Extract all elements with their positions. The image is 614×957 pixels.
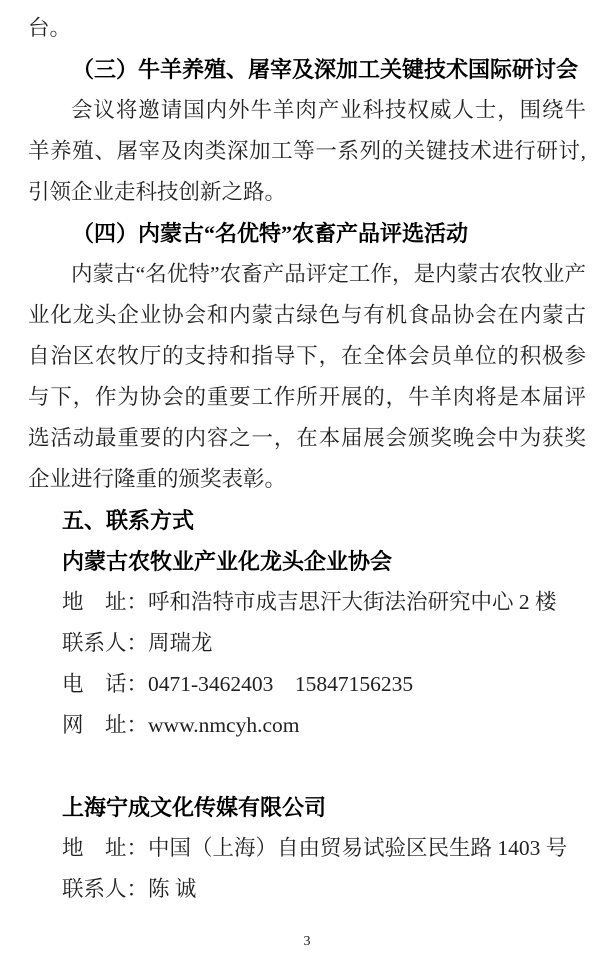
org2-name: 上海宁成文化传媒有限公司	[62, 795, 327, 820]
section-4-body: 内蒙古“名优特”农畜产品评定工作，是内蒙古农牧业产业化龙头企业协会和内蒙古绿色与有机食品协会在内蒙古自治区农牧厅的支持和指导下，在全体会员单位的积极参与下，作为协会的重要工作所开展的，牛羊肉将是本届评选活动最重要的内容之一，在本届展会颁奖晚会中为获奖企业进行隆重的颁奖表彰。	[28, 262, 586, 491]
paragraph-tail: 台。	[28, 16, 72, 40]
org1-contact-person-line	[62, 623, 586, 664]
org1-website-line	[62, 705, 586, 746]
section-heading-3: （三）牛羊养殖、屠宰及深加工关键技术国际研讨会	[72, 57, 579, 82]
contact-section	[62, 500, 586, 910]
website-label: 网 址：	[62, 713, 149, 737]
page-number: 3	[303, 934, 311, 949]
address-value: 中国（上海）自由贸易试验区民生路 1403 号	[148, 836, 568, 860]
section-heading-5: 五、联系方式	[62, 508, 195, 533]
contact-person-value: 陈 诚	[148, 877, 197, 901]
org1-name: 内蒙古农牧业产业化龙头企业协会	[62, 549, 393, 574]
section-3-body: 会议将邀请国内外牛羊肉产业科技权威人士，围绕牛羊养殖、屠宰及肉类深加工等一系列的关键技术进行研讨,引领企业走科技创新之路。	[28, 98, 586, 204]
phone-label: 电 话：	[62, 672, 149, 696]
org2-address-line	[62, 828, 586, 869]
address-label: 地 址：	[62, 590, 149, 614]
section-heading-4: （四）内蒙古“名优特”农畜产品评选活动	[72, 221, 469, 246]
website-value: www.nmcyh.com	[148, 713, 300, 737]
org1-phone-line	[62, 664, 586, 705]
address-label: 地 址：	[62, 836, 149, 860]
org1-address-line	[62, 582, 586, 623]
org2-contact-person-line	[62, 869, 586, 910]
contact-person-label: 联系人：	[62, 877, 149, 901]
contact-person-value: 周瑞龙	[148, 631, 213, 655]
phone-value: 0471-3462403 15847156235	[148, 672, 414, 696]
address-value: 呼和浩特市成吉思汗大街法治研究中心 2 楼	[148, 590, 557, 614]
contact-person-label: 联系人：	[62, 631, 149, 655]
blank-line	[62, 746, 586, 787]
